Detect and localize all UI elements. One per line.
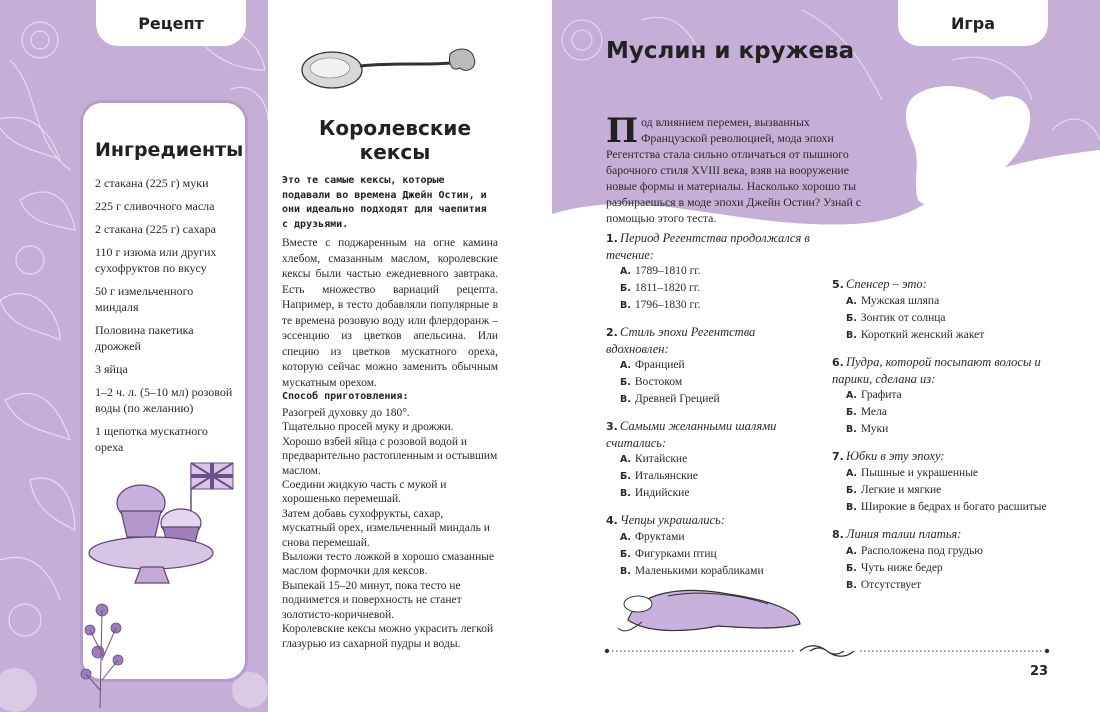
question-number: 3. <box>606 420 618 433</box>
question-number: 5. <box>832 278 844 291</box>
quiz-question <box>832 526 1054 594</box>
question-label: Юбки в эту эпоху: <box>846 449 945 463</box>
answer-text: Францией <box>634 359 685 371</box>
quiz-question <box>832 354 1054 438</box>
answer-text: Чуть ниже бедер <box>860 562 943 574</box>
answer-option <box>606 546 818 563</box>
answer-text: Мужская шляпа <box>860 295 940 307</box>
answer-option <box>606 280 818 297</box>
quiz-question <box>606 418 818 502</box>
quiz-question <box>832 276 1054 344</box>
question-text <box>832 276 1054 293</box>
answer-letter: В. <box>846 580 857 591</box>
ingredient-item: 225 г сливочного масла <box>95 199 215 213</box>
question-text <box>832 354 1054 387</box>
ingredient-item: 1 щепотка мускатного ореха <box>95 424 208 454</box>
bonnet-illustration <box>608 580 808 636</box>
answer-text: Востоком <box>634 376 683 388</box>
ingredient-item: 1–2 ч. л. (5–10 мл) розовой воды (по желанию) <box>95 385 233 415</box>
ingredient-item: 2 стакана (225 г) муки <box>95 176 209 190</box>
answer-letter: Б. <box>620 471 631 482</box>
recipe-lead: Это те самые кексы, которые подавали во времена Джейн Остин, и они идеально подходят для чаепития с друзьями. <box>282 175 487 230</box>
quiz-title: Муслин и кружева <box>606 38 855 64</box>
answer-letter: А. <box>620 360 631 371</box>
spoon-illustration <box>300 40 485 95</box>
answer-option <box>606 529 818 546</box>
cupcake-stand-illustration <box>83 455 243 585</box>
method-step: Затем добавь сухофрукты, сахар, мускатный орех, измельченный миндаль и снова перемешай. <box>282 507 490 549</box>
question-number: 2. <box>606 326 618 339</box>
question-text <box>606 418 818 451</box>
recipe-title-line: Королевские <box>318 116 472 140</box>
answer-option <box>606 391 818 408</box>
answer-text: Легкие и мягкие <box>860 484 942 496</box>
quiz-questions-right <box>832 276 1054 604</box>
answer-text: Древней Грецией <box>634 393 720 405</box>
tab-game <box>898 0 1048 46</box>
question-label: Спенсер – это: <box>846 277 927 291</box>
answer-letter: А. <box>846 390 857 401</box>
answer-text: Отсутствует <box>860 579 922 591</box>
question-number: 1. <box>606 232 618 245</box>
question-text <box>606 512 818 529</box>
answer-option <box>832 404 1054 421</box>
dropcap: П <box>606 111 639 151</box>
question-number: 7. <box>832 450 844 463</box>
answer-text: Маленькими корабликами <box>634 565 764 577</box>
page-number: 23 <box>1030 664 1049 679</box>
answer-option <box>832 465 1054 482</box>
answer-option <box>832 387 1054 404</box>
quiz-intro-text: од влиянием перемен, вызванных Французской революцией, мода эпохи Регентства стала сильно отличаться от пышного барочного стиля XVIII века, взяв на вооружение новые формы и материалы. Насколько хорошо ты разбираешься в моде эпохи Джейн Остин? Узнай с помощью этого теста. <box>606 115 862 225</box>
question-label: Период Регентства продолжался в течение: <box>606 231 810 262</box>
answer-text: 1811–1820 гг. <box>634 282 701 294</box>
question-label: Чепцы украшались: <box>620 513 725 527</box>
recipe-title <box>280 116 510 164</box>
answer-option <box>832 482 1054 499</box>
question-text <box>832 526 1054 543</box>
answer-option <box>606 451 818 468</box>
answer-option <box>606 485 818 502</box>
answer-text: Широкие в бедрах и богато расшитые <box>860 501 1047 513</box>
question-label: Линия талии платья: <box>846 527 962 541</box>
ingredient-item: 110 г изюма или других сухофруктов по вкусу <box>95 245 217 275</box>
answer-letter: В. <box>846 502 857 513</box>
recipe-description: Вместе с поджаренным на огне камина хлебом, смазанным маслом, королевские кексы были частью ежедневного завтрака. Есть множество вариаций рецепта. Например, в тесто добавляли популярные в те времена розовую воду или флердоранж – эссенцию из цветков апельсина. Или специю из цветков мускатного ореха, которую сейчас можно заменить обычным мускатным орехом. <box>282 237 498 389</box>
answer-option <box>606 263 818 280</box>
answer-text: Фигурками птиц <box>634 548 717 560</box>
answer-text: Пышные и украшенные <box>860 467 979 479</box>
answer-option <box>832 421 1054 438</box>
ingredients-title: Ингредиенты <box>95 139 244 161</box>
answer-text: Китайские <box>634 453 688 465</box>
answer-letter: А. <box>846 296 857 307</box>
answer-option <box>832 293 1054 310</box>
answer-letter: Б. <box>620 549 631 560</box>
answer-letter: А. <box>846 546 857 557</box>
quiz-questions-left <box>606 230 818 590</box>
recipe-side-panel <box>0 0 268 712</box>
answer-letter: А. <box>620 266 631 277</box>
answer-option <box>832 499 1054 516</box>
question-text <box>606 324 818 357</box>
answer-letter: Б. <box>620 377 631 388</box>
answer-text: 1789–1810 гг. <box>634 265 701 277</box>
answer-text: Короткий женский жакет <box>860 329 985 341</box>
ingredient-item: 3 яйца <box>95 362 128 376</box>
ornamental-divider <box>604 645 1050 657</box>
recipe-title-line: кексы <box>359 140 431 164</box>
question-label: Пудра, которой посыпают волосы и парики, сделана из: <box>832 355 1041 386</box>
answer-letter: В. <box>846 424 857 435</box>
method-step: Выложи тесто ложкой в хорошо смазанные маслом формочки для кексов. <box>282 551 495 578</box>
answer-text: Мела <box>860 406 887 418</box>
answer-letter: А. <box>620 454 631 465</box>
method-step: Соедини жидкую часть с мукой и хорошенько перемешай. <box>282 479 447 506</box>
question-number: 8. <box>832 528 844 541</box>
ingredient-item: Половина пакетика дрожжей <box>95 323 194 353</box>
quiz-question <box>606 512 818 580</box>
answer-letter: В. <box>846 330 857 341</box>
quiz-question <box>606 324 818 408</box>
method-step: Королевские кексы можно украсить легкой глазурью из сахарной пудры и воды. <box>282 623 494 650</box>
tab-game-label: Игра <box>951 13 995 33</box>
answer-text: Графита <box>860 389 902 401</box>
answer-letter: Б. <box>846 313 857 324</box>
tab-recipe <box>96 0 246 46</box>
answer-option <box>606 357 818 374</box>
answer-option <box>606 468 818 485</box>
answer-text: Индийские <box>634 487 690 499</box>
answer-letter: В. <box>620 566 631 577</box>
answer-letter: А. <box>620 532 631 543</box>
answer-letter: Б. <box>846 485 857 496</box>
question-text <box>832 448 1054 465</box>
method-step: Выпекай 15–20 минут, пока тесто не поднимется и поверхность не станет золотисто-коричневой. <box>282 579 462 621</box>
answer-option <box>606 563 818 580</box>
answer-text: Зонтик от солнца <box>860 312 946 324</box>
flower-sprig-illustration <box>72 590 142 710</box>
answer-text: Фруктами <box>634 531 685 543</box>
answer-letter: В. <box>620 394 631 405</box>
answer-letter: Б. <box>846 407 857 418</box>
ingredient-item: 50 г измельченного миндаля <box>95 284 194 314</box>
quiz-intro <box>606 111 878 226</box>
answer-text: Расположена под грудью <box>860 545 983 557</box>
ingredient-item: 2 стакана (225 г) сахара <box>95 222 216 236</box>
method-step: Хорошо взбей яйца с розовой водой и предварительно растопленным и остывшим маслом. <box>282 435 498 477</box>
answer-letter: Б. <box>846 563 857 574</box>
answer-text: Итальянские <box>634 470 698 482</box>
method-step: Тщательно просей муку и дрожжи. <box>282 421 454 434</box>
quiz-question <box>606 230 818 314</box>
answer-option <box>606 297 818 314</box>
answer-letter: В. <box>620 300 631 311</box>
answer-text: 1796–1830 гг. <box>634 299 701 311</box>
question-text <box>606 230 818 263</box>
answer-letter: В. <box>620 488 631 499</box>
tab-recipe-label: Рецепт <box>138 13 204 33</box>
question-label: Стиль эпохи Регентства вдохновлен: <box>606 325 756 356</box>
method-steps <box>282 406 498 651</box>
answer-option <box>832 543 1054 560</box>
quiz-question <box>832 448 1054 516</box>
question-number: 4. <box>606 514 618 527</box>
method-step: Разогрей духовку до 180°. <box>282 407 410 419</box>
method-title: Способ приготовления: <box>282 391 409 402</box>
answer-text: Муки <box>860 423 889 435</box>
answer-letter: Б. <box>620 283 631 294</box>
question-label: Самыми желанными шалями считались: <box>606 419 777 450</box>
answer-letter: А. <box>846 468 857 479</box>
answer-option <box>606 374 818 391</box>
answer-option <box>832 577 1054 594</box>
answer-option <box>832 310 1054 327</box>
question-number: 6. <box>832 356 844 369</box>
answer-option <box>832 327 1054 344</box>
answer-option <box>832 560 1054 577</box>
